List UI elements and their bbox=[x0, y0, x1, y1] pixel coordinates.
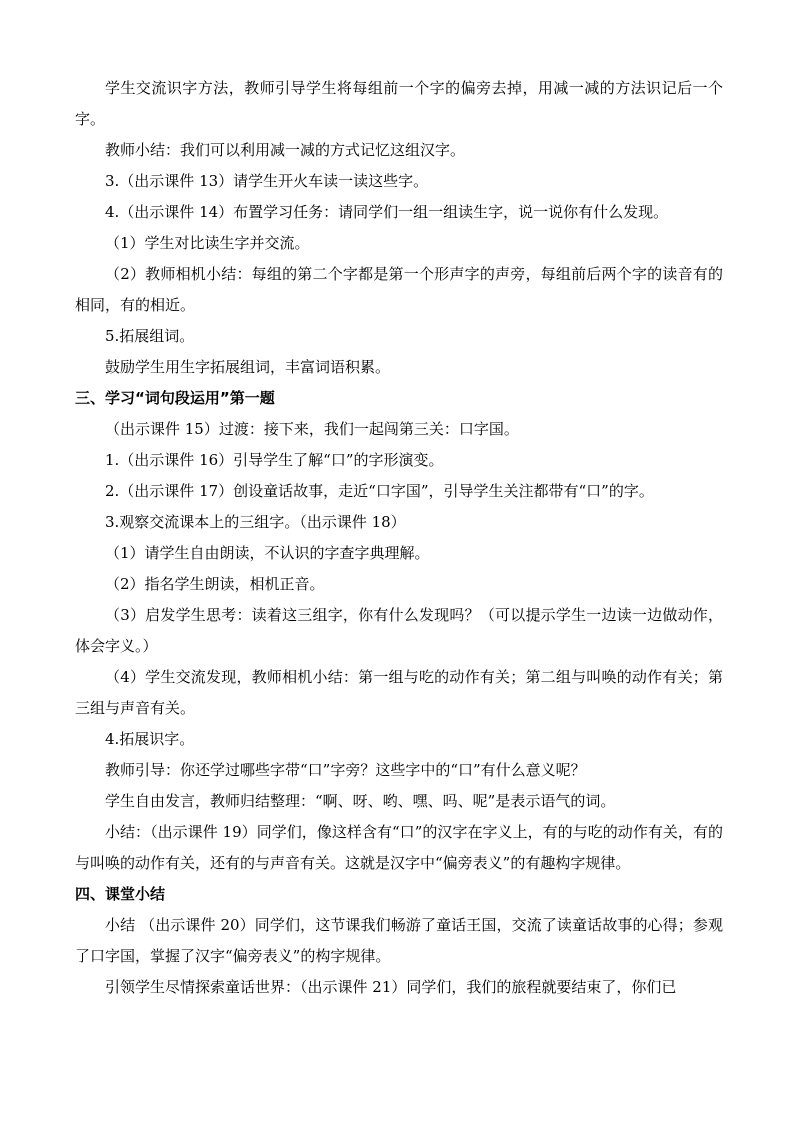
paragraph: （3）启发学生思考：读着这三组字，你有什么发现吗？（可以提示学生一边读一边做动作，体会字义。） bbox=[75, 606, 723, 655]
document-body bbox=[75, 73, 723, 1003]
paragraph: 教师引导：你还学过哪些字带“口”字旁？这些字中的“口”有什么意义呢？ bbox=[105, 761, 586, 779]
paragraph: 小结 （出示课件 20）同学们，这节课我们畅游了童话王国，交流了读童话故事的心得；参观了口字国，掌握了汉字“偏旁表义”的构字规律。 bbox=[75, 916, 723, 965]
paragraph: 5.拓展组词。 bbox=[105, 327, 195, 345]
paragraph: （2）指名学生朗读，相机正音。 bbox=[105, 575, 325, 593]
paragraph: 小结：（出示课件 19）同学们，像这样含有“口”的汉字在字义上，有的与吃的动作有关，有的与叫唤的动作有关，还有的与声音有关。这就是汉字中“偏旁表义”的有趣构字规律。 bbox=[75, 823, 723, 872]
paragraph: 4.（出示课件 14）布置学习任务：请同学们一组一组读生字，说一说你有什么发现。 bbox=[105, 203, 669, 221]
paragraph: （1）学生对比读生字并交流。 bbox=[105, 234, 310, 252]
paragraph: 学生自由发言，教师归结整理：“啊、呀、哟、嘿、吗、呢”是表示语气的词。 bbox=[105, 792, 616, 810]
paragraph: （2）教师相机小结：每组的第二个字都是第一个形声字的声旁，每组前后两个字的读音有的相同，有的相近。 bbox=[75, 265, 723, 314]
paragraph: 3.观察交流课本上的三组字。（出示课件 18） bbox=[105, 513, 406, 531]
paragraph: 1.（出示课件 16）引导学生了解“口”的字形演变。 bbox=[105, 451, 444, 469]
paragraph: 学生交流识字方法，教师引导学生将每组前一个字的偏旁去掉，用减一减的方法识记后一个字。 bbox=[75, 79, 723, 128]
paragraph: （4）学生交流发现，教师相机小结：第一组与吃的动作有关；第二组与叫唤的动作有关；第三组与声音有关。 bbox=[75, 668, 723, 717]
section-heading: 三、学习“词句段运用”第一题 bbox=[75, 389, 275, 407]
paragraph: 4.拓展识字。 bbox=[105, 730, 195, 748]
paragraph: 引领学生尽情探索童话世界：（出示课件 21）同学们，我们的旅程就要结束了，你们已 bbox=[105, 978, 677, 996]
paragraph: （出示课件 15）过渡：接下来，我们一起闯第三关：口字国。 bbox=[105, 420, 519, 438]
paragraph: 2.（出示课件 17）创设童话故事，走近“口字国”，引导学生关注都带有“口”的字。 bbox=[105, 482, 654, 500]
paragraph: 教师小结：我们可以利用减一减的方式记忆这组汉字。 bbox=[105, 141, 466, 159]
paragraph: 鼓励学生用生字拓展组词，丰富词语积累。 bbox=[105, 358, 391, 376]
section-heading: 四、课堂小结 bbox=[75, 885, 166, 903]
paragraph: 3.（出示课件 13）请学生开火车读一读这些字。 bbox=[105, 172, 429, 190]
paragraph: （1）请学生自由朗读，不认识的字查字典理解。 bbox=[105, 544, 430, 562]
